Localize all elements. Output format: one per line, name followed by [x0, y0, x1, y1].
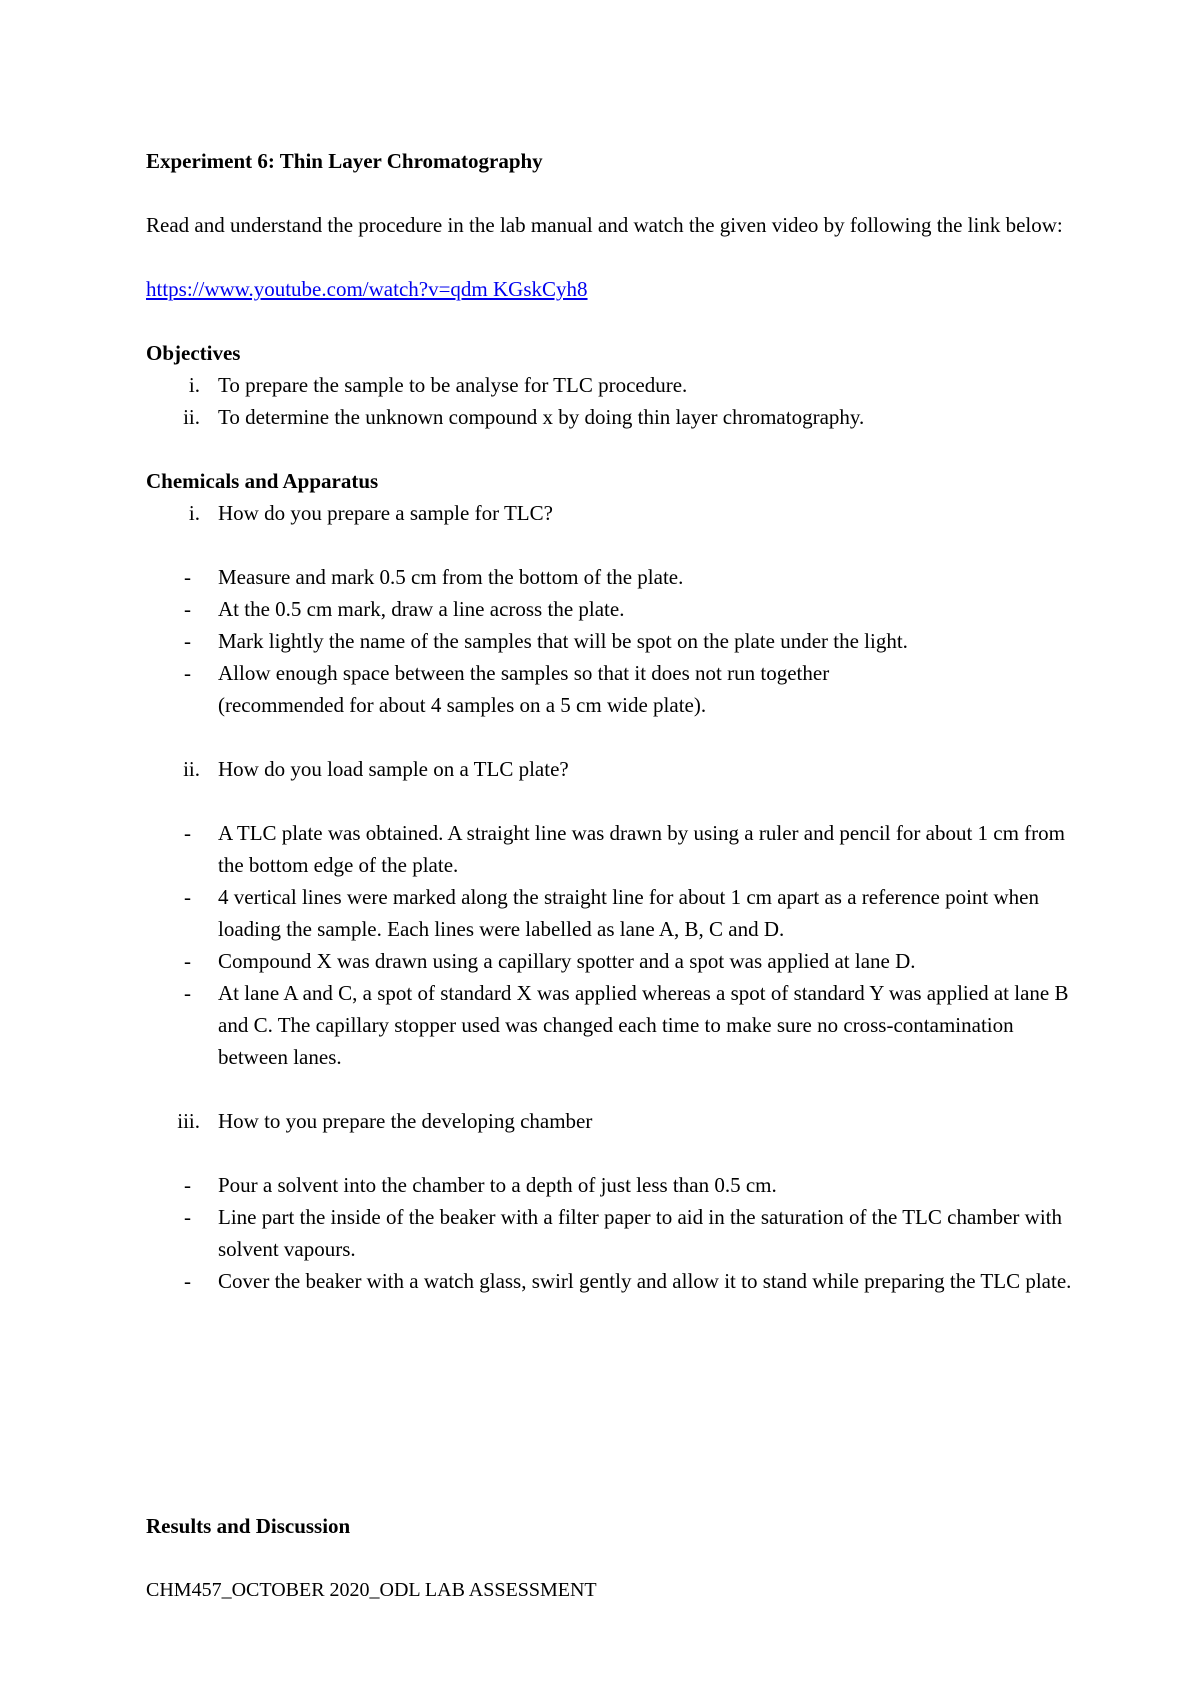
bullet-item — [146, 657, 1076, 721]
bullet-item — [146, 945, 1076, 977]
list-number: ii. — [183, 405, 200, 429]
objective-item — [146, 369, 1076, 401]
bullet-item — [146, 593, 1076, 625]
dash-marker: - — [184, 981, 191, 1005]
bullet-text: Pour a solvent into the chamber to a depth of just less than 0.5 cm. — [218, 1173, 777, 1197]
bullet-text: Allow enough space between the samples so that it does not run together (recommended for about 4 samples on a 5 cm wide plate). — [218, 661, 830, 717]
dash-marker: - — [184, 821, 191, 845]
dash-marker: - — [184, 565, 191, 589]
dash-marker: - — [184, 1173, 191, 1197]
bullet-text: Mark lightly the name of the samples that will be spot on the plate under the light. — [218, 629, 908, 653]
bullet-text: At lane A and C, a spot of standard X was applied whereas a spot of standard Y was applied at lane B and C. The capillary stopper used was changed each time to make sure no cross-contamination between lanes. — [218, 981, 1069, 1069]
bullet-item — [146, 1169, 1076, 1201]
document-title: Experiment 6: Thin Layer Chromatography — [146, 149, 543, 173]
dash-marker: - — [184, 661, 191, 685]
dash-marker: - — [184, 885, 191, 909]
bullet-item — [146, 977, 1076, 1073]
question-item — [146, 1105, 1076, 1137]
chemicals-heading: Chemicals and Apparatus — [146, 469, 379, 493]
dash-marker: - — [184, 597, 191, 621]
bullet-text: Compound X was drawn using a capillary spotter and a spot was applied at lane D. — [218, 949, 916, 973]
bullet-item — [146, 1265, 1076, 1297]
dash-marker: - — [184, 949, 191, 973]
list-number: iii. — [177, 1109, 200, 1133]
bullet-text: 4 vertical lines were marked along the straight line for about 1 cm apart as a reference point when loading the sample. Each lines were labelled as lane A, B, C and D. — [218, 885, 1039, 941]
dash-marker: - — [184, 629, 191, 653]
bullet-item — [146, 817, 1076, 881]
question-text: How do you load sample on a TLC plate? — [218, 757, 569, 781]
bullet-item — [146, 1201, 1076, 1265]
list-number: ii. — [183, 757, 200, 781]
bullet-text: At the 0.5 cm mark, draw a line across the plate. — [218, 597, 625, 621]
bullet-text: Cover the beaker with a watch glass, swirl gently and allow it to stand while preparing the TLC plate. — [218, 1269, 1072, 1293]
objective-text: To prepare the sample to be analyse for TLC procedure. — [218, 373, 688, 397]
dash-marker: - — [184, 1205, 191, 1229]
bullet-text: Measure and mark 0.5 cm from the bottom of the plate. — [218, 565, 684, 589]
bullet-text: Line part the inside of the beaker with a filter paper to aid in the saturation of the TLC chamber with solvent vapours. — [218, 1205, 1062, 1261]
objective-text: To determine the unknown compound x by doing thin layer chromatography. — [218, 405, 865, 429]
list-number: i. — [188, 501, 200, 525]
results-heading: Results and Discussion — [146, 1514, 351, 1538]
question-text: How to you prepare the developing chamber — [218, 1109, 593, 1133]
page-footer: CHM457_OCTOBER 2020_ODL LAB ASSESSMENT — [146, 1579, 597, 1601]
bullet-item — [146, 561, 1076, 593]
bullet-item — [146, 881, 1076, 945]
list-number: i. — [188, 373, 200, 397]
question-item — [146, 753, 1076, 785]
dash-marker: - — [184, 1269, 191, 1293]
bullet-item — [146, 625, 1076, 657]
objectives-heading: Objectives — [146, 341, 241, 365]
video-link[interactable]: https://www.youtube.com/watch?v=qdm KGskCyh8 — [146, 277, 588, 301]
question-item — [146, 497, 1076, 529]
document-body — [146, 145, 1076, 1297]
intro-paragraph: Read and understand the procedure in the lab manual and watch the given video by following the link below: — [146, 213, 1063, 237]
bullet-text: A TLC plate was obtained. A straight line was drawn by using a ruler and pencil for about 1 cm from the bottom edge of the plate. — [218, 821, 1066, 877]
question-text: How do you prepare a sample for TLC? — [218, 501, 553, 525]
objective-item — [146, 401, 1076, 433]
